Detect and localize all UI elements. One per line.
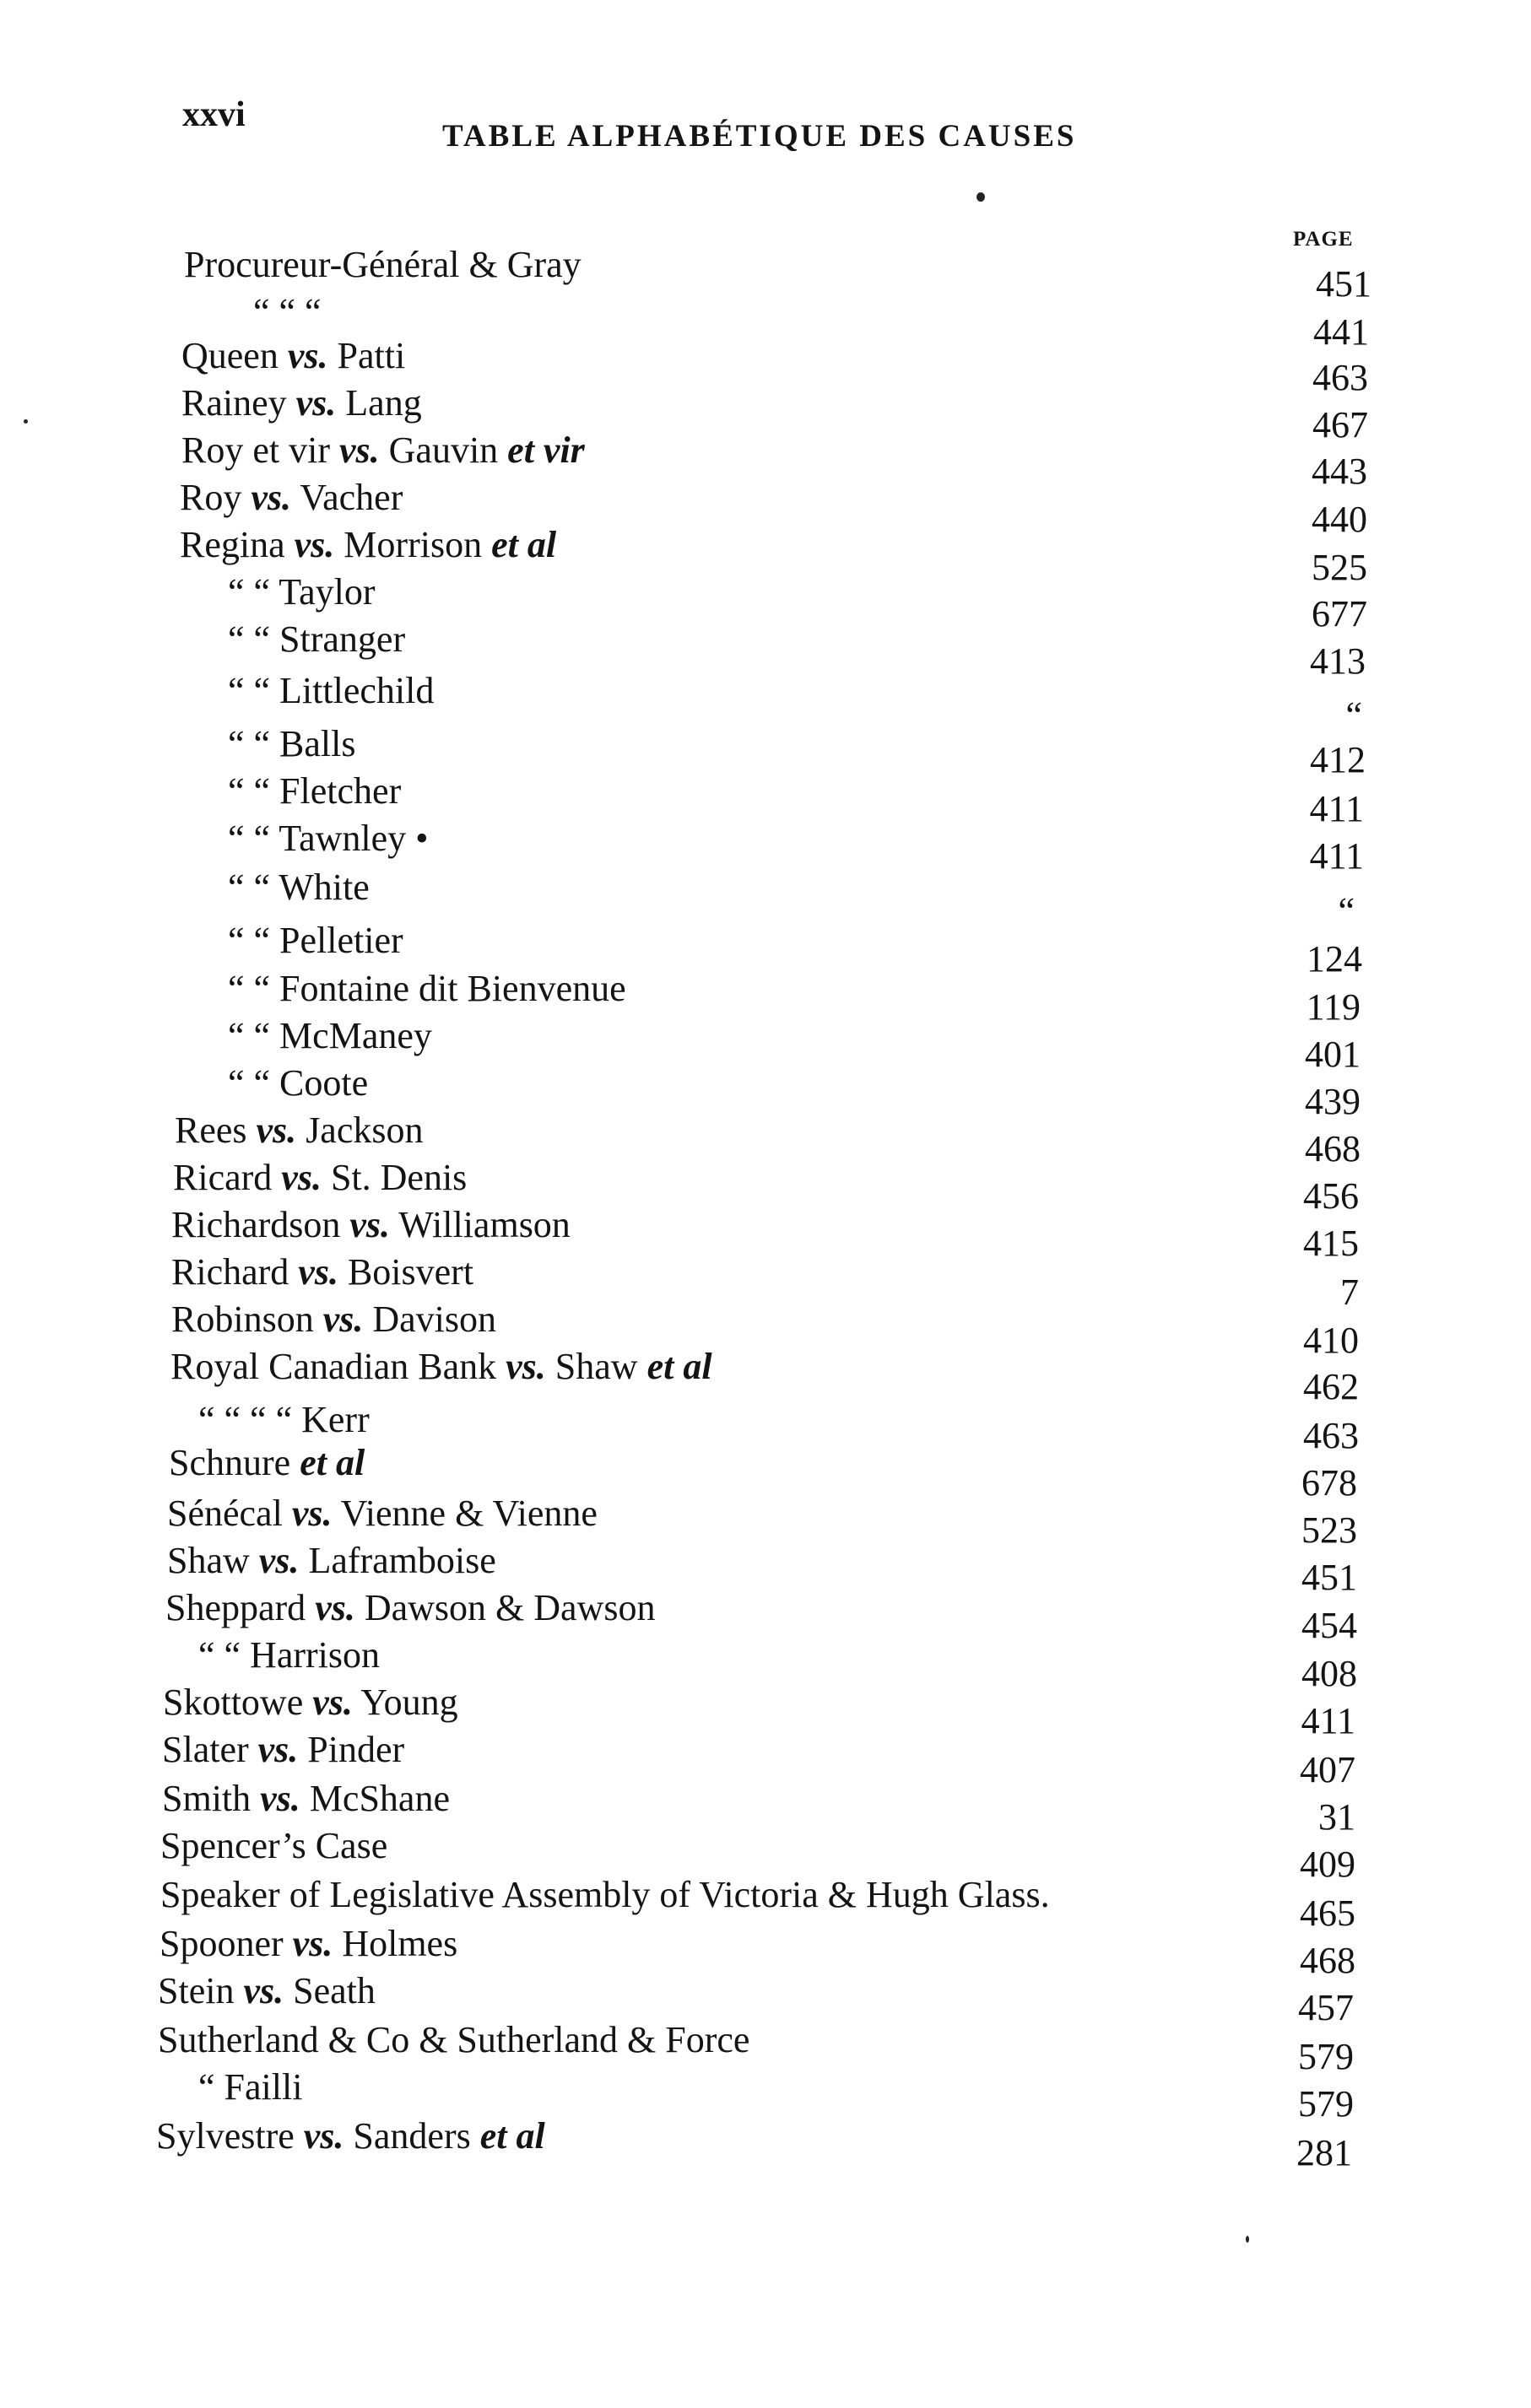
versus-italic: vs. xyxy=(258,1540,300,1581)
page-reference: 456 xyxy=(1303,1175,1359,1217)
page-reference: 451 xyxy=(1301,1557,1357,1598)
case-entry xyxy=(181,382,422,424)
case-entry xyxy=(198,1634,381,1676)
et-al-italic: et al xyxy=(479,2115,545,2157)
case-party-text: “ “ Taylor xyxy=(228,571,376,613)
et-al-italic: et al xyxy=(646,1346,712,1387)
page-reference: 411 xyxy=(1301,1700,1355,1741)
case-party-text: Shaw xyxy=(167,1540,259,1581)
page-reference: 677 xyxy=(1312,593,1367,634)
case-entry xyxy=(228,672,434,710)
case-entry xyxy=(228,970,626,1007)
case-party-text: “ Failli xyxy=(198,2066,303,2108)
ink-speck xyxy=(976,192,985,202)
case-party-text: Schnure xyxy=(169,1442,300,1483)
case-party-text: Smith xyxy=(162,1778,261,1819)
page-reference: 465 xyxy=(1300,1892,1355,1934)
et-al-italic: et al xyxy=(491,524,557,565)
page-reference: 412 xyxy=(1310,739,1366,780)
case-party-text: Pinder xyxy=(298,1729,405,1770)
case-party-text: “ “ Stranger xyxy=(228,618,406,660)
case-party-text: Slater xyxy=(162,1729,258,1770)
case-entry xyxy=(253,291,322,332)
case-entry xyxy=(228,1062,369,1104)
case-entry xyxy=(181,429,585,471)
page-reference: 443 xyxy=(1312,451,1367,492)
versus-italic: vs. xyxy=(303,2115,344,2157)
page-column-header: PAGE xyxy=(1293,228,1354,251)
case-entry xyxy=(158,1970,376,2011)
case-party-text: Ricard xyxy=(173,1157,282,1198)
case-party-text: Sanders xyxy=(344,2115,480,2157)
case-entry xyxy=(171,1251,474,1293)
page-reference: 463 xyxy=(1303,1415,1359,1456)
page-reference: 523 xyxy=(1301,1509,1357,1551)
versus-italic: vs. xyxy=(298,1251,338,1293)
case-party-text: Spencer’s Case xyxy=(160,1825,388,1866)
case-party-text: Stein xyxy=(158,1970,244,2011)
case-entry xyxy=(228,820,429,857)
page-number: xxvi xyxy=(182,95,246,134)
page-reference: 410 xyxy=(1303,1320,1359,1361)
case-party-text: Davison xyxy=(363,1298,497,1340)
page-reference: 457 xyxy=(1298,1987,1354,2028)
case-party-text: Robinson xyxy=(171,1298,323,1340)
case-party-text: Gauvin xyxy=(379,429,508,471)
case-party-text: Patti xyxy=(327,335,406,376)
case-party-text: Richard xyxy=(171,1251,299,1293)
versus-italic: vs. xyxy=(292,1923,333,1964)
case-entry xyxy=(228,618,406,660)
versus-italic: vs. xyxy=(294,524,335,565)
page-reference: 579 xyxy=(1298,2083,1354,2125)
case-entry xyxy=(184,246,582,283)
page-reference: 409 xyxy=(1300,1844,1355,1885)
case-party-text: McShane xyxy=(300,1778,450,1819)
case-entry xyxy=(162,1780,450,1817)
page-reference: 463 xyxy=(1312,357,1368,398)
case-party-text: “ “ Coote xyxy=(228,1062,369,1104)
et-al-italic: et vir xyxy=(507,429,585,471)
case-party-text: Young xyxy=(352,1682,458,1723)
case-party-text: “ “ Littlechild xyxy=(228,670,435,711)
versus-italic: vs. xyxy=(506,1346,546,1387)
page-reference: 451 xyxy=(1316,263,1371,305)
case-party-text: Richardson xyxy=(171,1204,350,1245)
versus-italic: vs. xyxy=(295,382,337,424)
page-reference: 413 xyxy=(1310,640,1366,682)
case-entry xyxy=(181,337,405,375)
case-party-text: Seath xyxy=(284,1970,376,2011)
case-party-text: Williamson xyxy=(390,1204,571,1245)
case-party-text: “ “ Fletcher xyxy=(228,770,402,812)
page-reference: 7 xyxy=(1340,1271,1359,1313)
case-entry xyxy=(160,1825,388,1866)
case-party-text: Roy xyxy=(180,477,252,518)
case-party-text: Jackson xyxy=(296,1110,424,1151)
page-reference: 415 xyxy=(1303,1223,1359,1264)
case-entry xyxy=(170,1348,712,1385)
case-party-text: Laframboise xyxy=(299,1540,496,1581)
case-party-text: St. Denis xyxy=(321,1157,468,1198)
case-entry xyxy=(180,479,403,516)
case-entry xyxy=(167,1495,598,1532)
case-party-text: Vienne & Vienne xyxy=(332,1493,598,1534)
page-reference: 439 xyxy=(1305,1081,1361,1122)
case-party-text: Roy et vir xyxy=(181,429,339,471)
page-reference: 401 xyxy=(1305,1034,1361,1075)
case-entry xyxy=(173,1159,467,1196)
ink-speck xyxy=(1246,2236,1249,2243)
versus-italic: vs. xyxy=(291,1493,333,1534)
versus-italic: vs. xyxy=(312,1682,353,1723)
page-reference: 31 xyxy=(1318,1796,1355,1838)
case-entry xyxy=(180,526,556,564)
page-reference: 462 xyxy=(1303,1366,1359,1407)
case-party-text: Royal Canadian Bank xyxy=(170,1346,506,1387)
page-reference: “ xyxy=(1345,694,1362,736)
case-party-text: Sylvestre xyxy=(156,2115,304,2157)
case-party-text: Vacher xyxy=(291,477,403,518)
case-party-text: Rees xyxy=(175,1110,257,1151)
page-reference: 678 xyxy=(1301,1462,1357,1504)
case-party-text: Dawson & Dawson xyxy=(354,1587,656,1628)
case-entry xyxy=(198,1401,370,1439)
case-party-text: “ “ “ “ Kerr xyxy=(198,1399,370,1440)
case-party-text: “ “ “ xyxy=(253,291,322,332)
case-party-text: “ “ Fontaine dit Bienvenue xyxy=(228,968,626,1009)
versus-italic: vs. xyxy=(257,1729,299,1770)
case-party-text: Shaw xyxy=(545,1346,647,1387)
page-reference: 467 xyxy=(1312,404,1368,445)
versus-italic: vs. xyxy=(338,429,380,471)
case-entry xyxy=(198,2066,303,2108)
case-entry xyxy=(163,1684,458,1721)
case-entry xyxy=(162,1731,404,1768)
page-reference: 441 xyxy=(1313,311,1369,353)
versus-italic: vs. xyxy=(287,335,328,376)
case-party-text: “ “ Tawnley • xyxy=(228,818,429,859)
case-entry xyxy=(228,571,376,613)
page-reference: 408 xyxy=(1301,1653,1357,1694)
case-party-text: Speaker of Legislative Assembly of Victoria & Hugh Glass. xyxy=(160,1874,1050,1915)
case-party-text: Sutherland & Co & Sutherland & Force xyxy=(158,2019,750,2060)
case-entry xyxy=(160,1925,457,1963)
case-entry xyxy=(171,1204,571,1245)
page-reference: 281 xyxy=(1296,2132,1352,2173)
page-reference: 124 xyxy=(1306,938,1362,980)
page-reference: 411 xyxy=(1309,788,1364,829)
versus-italic: vs. xyxy=(322,1298,364,1340)
page-reference: 525 xyxy=(1312,547,1367,588)
versus-italic: vs. xyxy=(260,1778,300,1819)
case-entry xyxy=(228,723,356,764)
versus-italic: et al xyxy=(300,1442,365,1483)
case-party-text: Procureur-Général & Gray xyxy=(184,244,582,285)
case-entry xyxy=(228,1015,432,1056)
page-reference: 468 xyxy=(1300,1940,1355,1981)
page-reference: 468 xyxy=(1305,1128,1361,1169)
case-party-text: Rainey xyxy=(181,382,296,424)
ink-speck xyxy=(24,419,28,424)
case-party-text: “ “ Pelletier xyxy=(228,920,403,961)
versus-italic: vs. xyxy=(281,1157,322,1198)
case-entry xyxy=(175,1112,424,1149)
page-reference: 119 xyxy=(1306,986,1361,1028)
case-entry xyxy=(156,2115,545,2157)
case-party-text: “ “ McManey xyxy=(228,1015,432,1056)
case-party-text: Regina xyxy=(180,524,295,565)
case-entry xyxy=(228,869,370,906)
versus-italic: vs. xyxy=(256,1110,297,1151)
case-party-text: Sénécal xyxy=(167,1493,292,1534)
case-party-text: Queen xyxy=(181,335,288,376)
case-entry xyxy=(228,922,403,959)
page-reference: 407 xyxy=(1300,1749,1355,1790)
case-entry xyxy=(165,1587,656,1628)
case-party-text: Spooner xyxy=(160,1923,293,1964)
case-entry xyxy=(167,1542,496,1579)
case-party-text: “ “ Harrison xyxy=(198,1634,381,1676)
versus-italic: vs. xyxy=(349,1204,391,1245)
case-entry xyxy=(158,2019,750,2060)
versus-italic: vs. xyxy=(243,1970,284,2011)
versus-italic: vs. xyxy=(315,1587,355,1628)
case-party-text: Sheppard xyxy=(165,1587,316,1628)
case-party-text: Skottowe xyxy=(163,1682,313,1723)
running-title: TABLE ALPHABÉTIQUE DES CAUSES xyxy=(442,119,1077,154)
case-entry xyxy=(171,1298,497,1340)
case-party-text: Holmes xyxy=(333,1923,458,1964)
case-entry xyxy=(160,1876,1050,1914)
case-party-text: Lang xyxy=(336,382,422,424)
case-party-text: “ “ Balls xyxy=(228,723,356,764)
case-party-text: Morrison xyxy=(334,524,492,565)
case-entry xyxy=(169,1444,365,1482)
page-reference: 440 xyxy=(1312,499,1367,540)
case-party-text: Boisvert xyxy=(338,1251,474,1293)
page-reference: “ xyxy=(1338,890,1355,931)
case-party-text: “ “ White xyxy=(228,867,370,908)
page-reference: 454 xyxy=(1301,1605,1357,1646)
page-reference: 411 xyxy=(1309,835,1364,877)
case-entry xyxy=(228,770,402,812)
versus-italic: vs. xyxy=(251,477,292,518)
page-reference: 579 xyxy=(1298,2036,1354,2077)
